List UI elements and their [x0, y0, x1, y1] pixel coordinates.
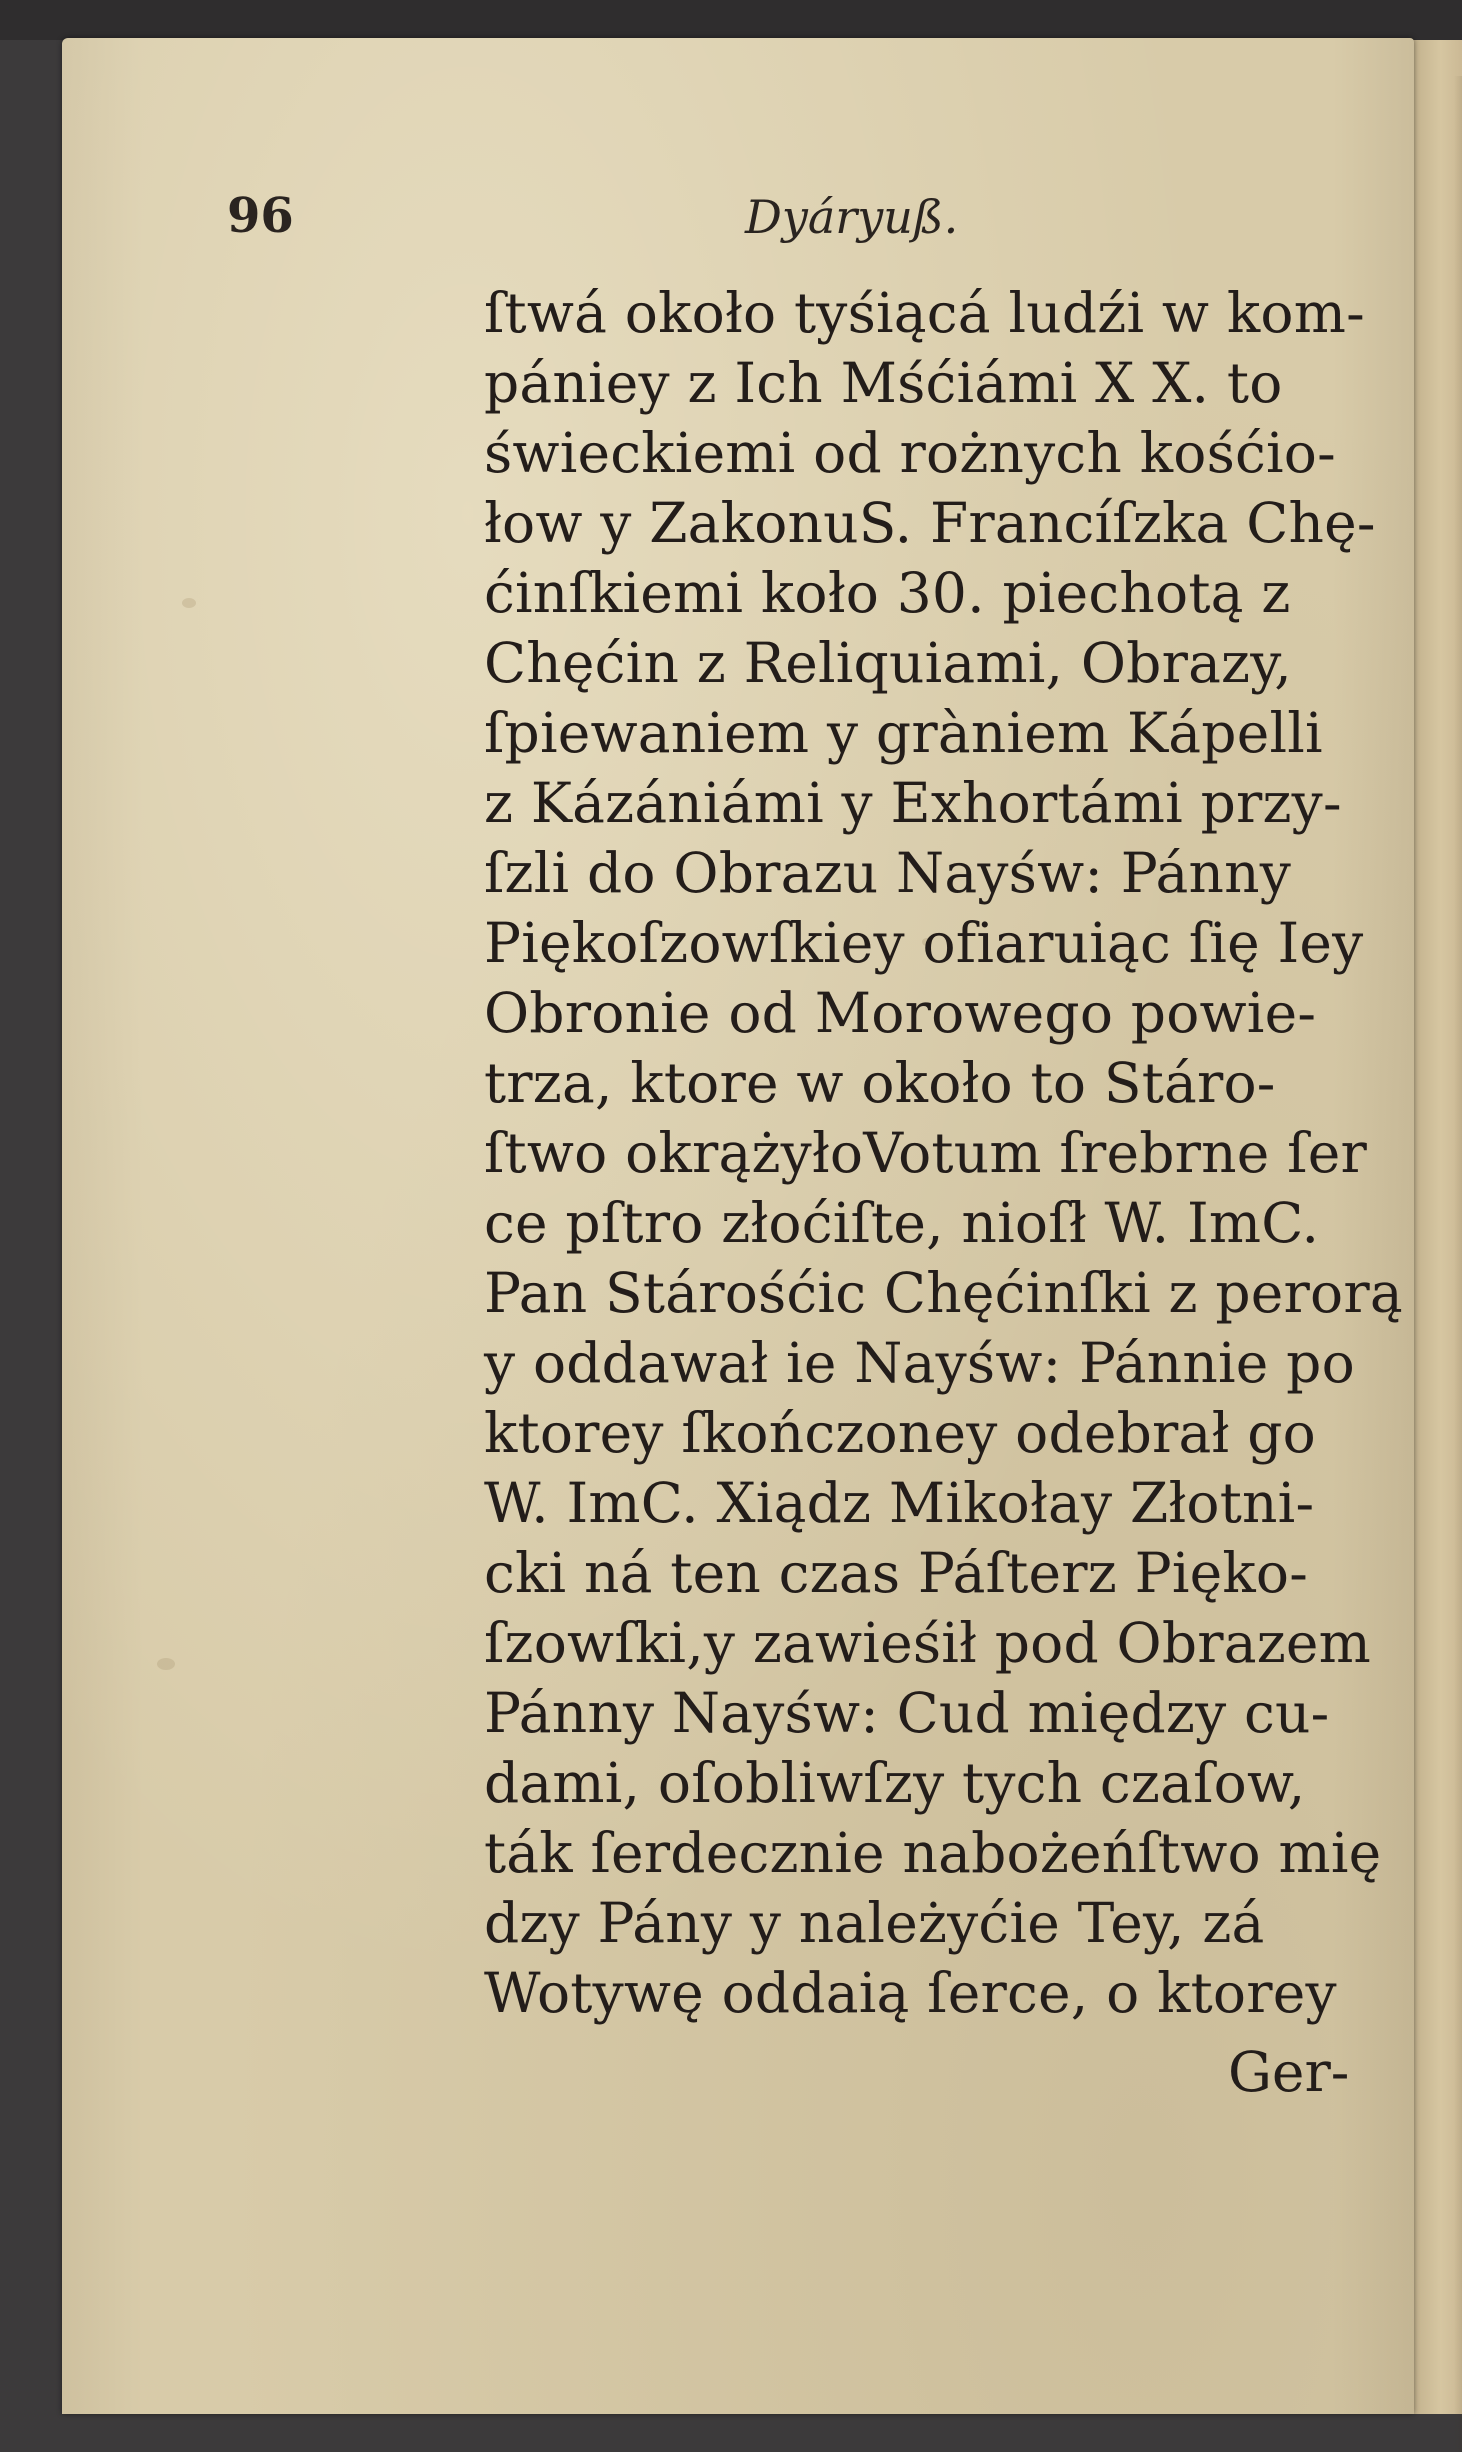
text-line: ſtwá około tyśiącá ludźi w kom-: [484, 281, 1365, 345]
text-line: ce pſtro złoćiſte, nioſł W. ImC.: [484, 1191, 1320, 1255]
text-line: ćinſkiemi koło 30. piechotą z: [484, 561, 1291, 625]
paper-stain: [182, 598, 196, 608]
text-line: dzy Pány y należyćie Tey, zá: [484, 1891, 1265, 1955]
page-header: [62, 188, 1414, 268]
text-line: Chęćin z Reliquiami, Obrazy,: [484, 631, 1292, 695]
text-line: W. ImC. Xiądz Mikołay Złotni-: [484, 1471, 1315, 1535]
text-line: ſzowſki,y zawieśił pod Obrazem: [484, 1611, 1372, 1675]
text-line: dami, oſobliwſzy tych czaſow,: [484, 1751, 1306, 1815]
text-line: Pan Stárośćic Chęćinſki z perorą: [484, 1261, 1403, 1325]
text-line: Piękoſzowſkiey ofiaruiąc ſię Iey: [484, 911, 1364, 975]
text-line: y oddawał ie Nayśw: Pánnie po: [484, 1331, 1355, 1395]
text-line: ſtwo okrążyłoVotum ſrebrne ſer: [484, 1121, 1367, 1185]
gutter-shadow: [1454, 76, 1462, 2452]
paper-stain: [157, 1658, 175, 1670]
text-line: z Kázániámi y Exhortámi przy-: [484, 771, 1342, 835]
catchword: Ger-: [1228, 2040, 1350, 2104]
scanner-top-band: [0, 0, 1462, 40]
text-line: Obronie od Morowego powie-: [484, 981, 1317, 1045]
text-line: łow y ZakonuS. Francíſzka Chę-: [484, 491, 1376, 555]
text-line: Wotywę oddaią ſerce, o ktorey: [484, 1961, 1337, 2025]
text-line: trza, ktore w około to Stáro-: [484, 1051, 1276, 1115]
page-number: 96: [227, 188, 294, 244]
text-line: cki ná ten czas Páſterz Pięko-: [484, 1541, 1308, 1605]
body-text: [484, 278, 1444, 2028]
text-line: Pánny Nayśw: Cud między cu-: [484, 1681, 1330, 1745]
text-line: ſpiewaniem y gràniem Kápelli: [484, 701, 1323, 765]
text-line: ſzli do Obrazu Nayśw: Pánny: [484, 841, 1292, 905]
text-line: ták ſerdecznie nabożeńſtwo mię: [484, 1821, 1382, 1885]
text-line: świeckiemi od rożnych kośćio-: [484, 421, 1336, 485]
running-head: Dyáryuß.: [745, 190, 959, 244]
text-line: pániey z Ich Mśćiámi X X. to: [484, 351, 1283, 415]
book-page: [62, 38, 1414, 2414]
text-line: ktorey ſkończoney odebrał go: [484, 1401, 1316, 1465]
